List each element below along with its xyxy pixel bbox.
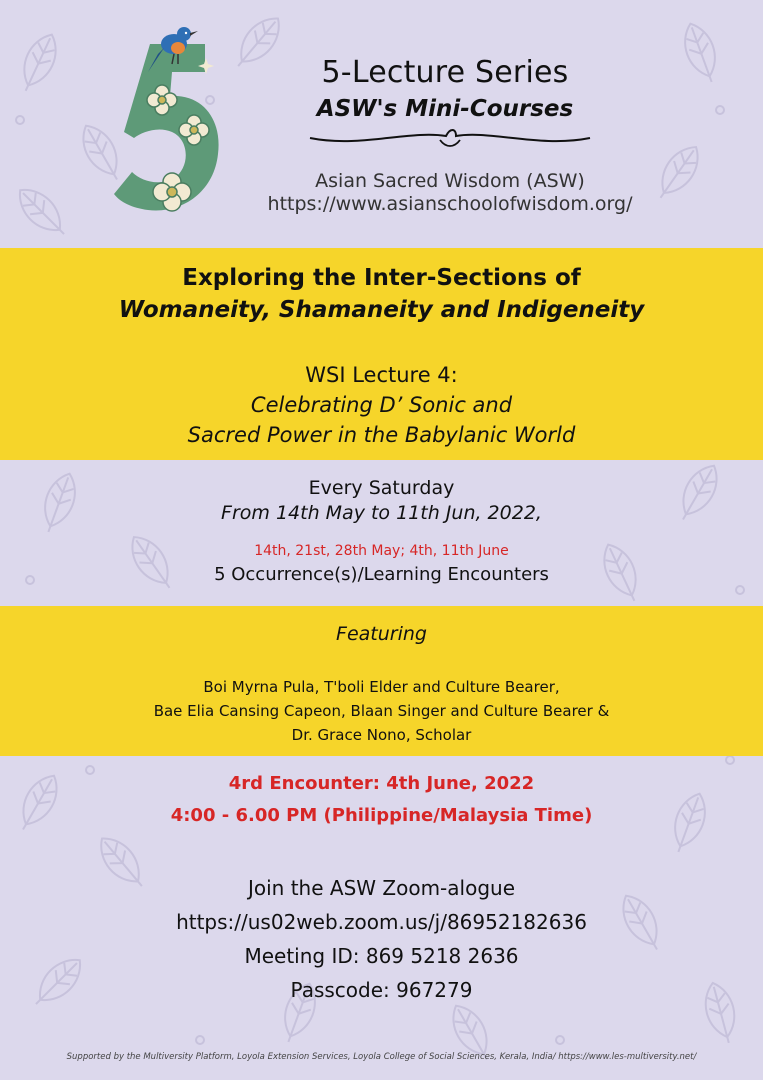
- encounter-time: 4:00 - 6.00 PM (Philippine/Malaysia Time): [170, 805, 593, 826]
- flourish-divider: [300, 122, 600, 152]
- schedule-dates: 14th, 21st, 28th May; 4th, 11th June: [254, 543, 509, 559]
- mini-courses-heading: ASW's Mini-Courses: [316, 96, 574, 122]
- lecture-title-line2: Sacred Power in the Babylanic World: [187, 423, 576, 447]
- speaker-item: Boi Myrna Pula, T'boli Elder and Culture Bearer,: [203, 678, 560, 696]
- featuring-label: Featuring: [336, 623, 427, 645]
- main-title: Exploring the Inter-Sections of: [182, 265, 581, 291]
- main-subtitle: Womaneity, Shamaneity and Indigeneity: [118, 297, 645, 323]
- speaker-item: Dr. Grace Nono, Scholar: [291, 726, 472, 744]
- lecture-number: WSI Lecture 4:: [305, 363, 458, 387]
- encounter-date: 4rd Encounter: 4th June, 2022: [228, 773, 535, 794]
- series-title: 5-Lecture Series: [321, 55, 569, 90]
- schedule-range: From 14th May to 11th Jun, 2022,: [221, 502, 542, 524]
- zoom-link[interactable]: https://us02web.zoom.us/j/86952182636: [176, 910, 587, 934]
- footer-credits: Supported by the Multiversity Platform, Loyola Extension Services, Loyola College of Social Sciences, Kerala, India/ https://www.les-multiversity.net/: [66, 1052, 697, 1062]
- passcode: Passcode: 967279: [290, 978, 473, 1002]
- speaker-item: Bae Elia Cansing Capeon, Blaan Singer and Culture Bearer &: [153, 702, 610, 720]
- meeting-id: Meeting ID: 869 5218 2636: [244, 944, 519, 968]
- join-label: Join the ASW Zoom-alogue: [247, 876, 515, 900]
- org-url-link[interactable]: https://www.asianschoolofwisdom.org/: [267, 193, 633, 215]
- flower-five-logo: [110, 14, 230, 224]
- occurrences-count: 5 Occurrence(s)/Learning Encounters: [214, 564, 549, 585]
- org-name: Asian Sacred Wisdom (ASW): [315, 170, 585, 192]
- schedule-frequency: Every Saturday: [308, 477, 455, 499]
- lecture-title-line1: Celebrating D’ Sonic and: [250, 393, 513, 417]
